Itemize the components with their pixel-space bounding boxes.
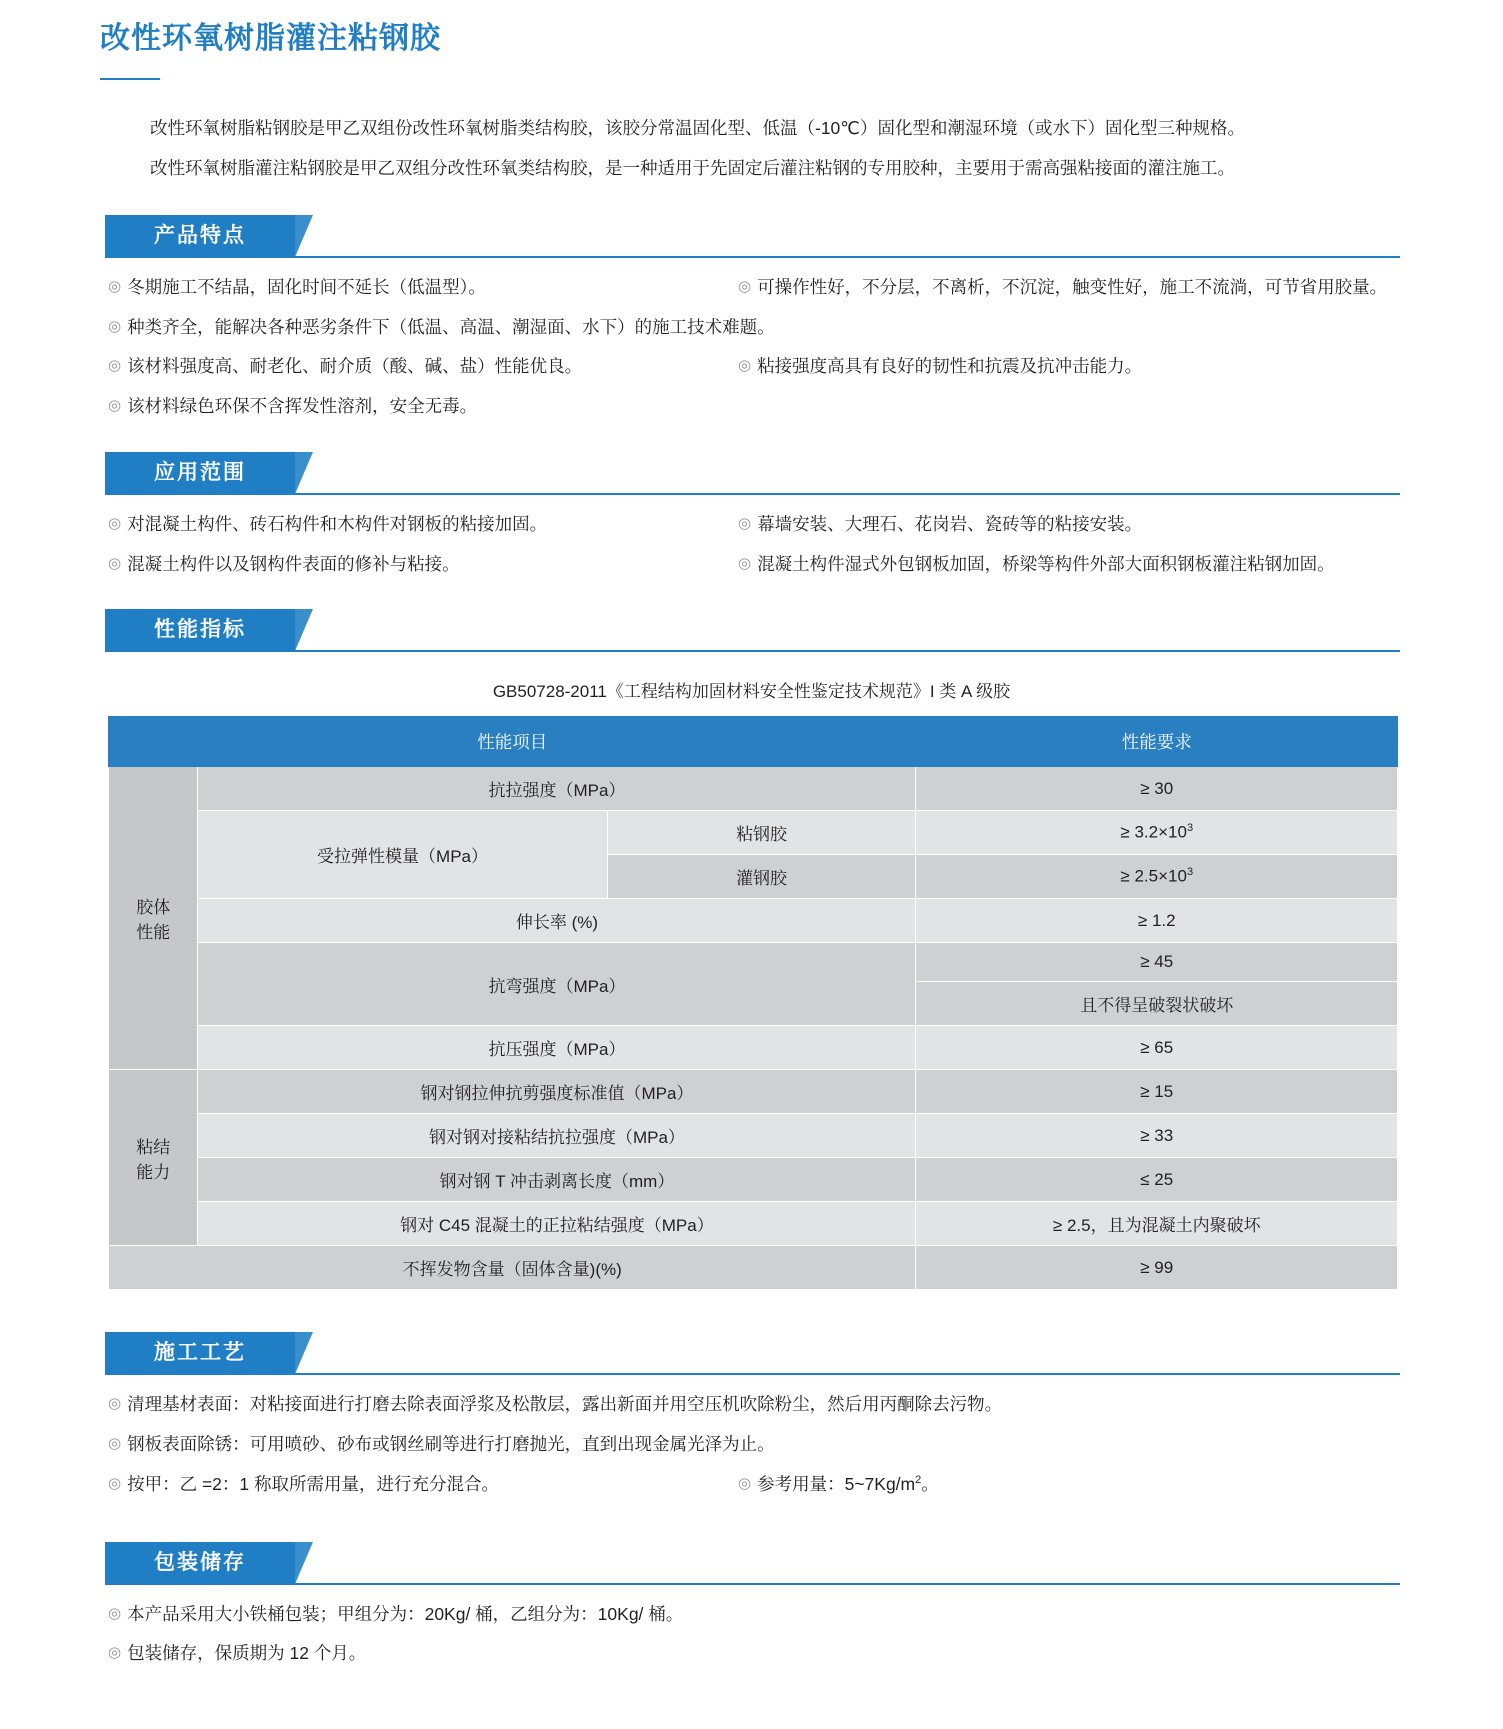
- list-item: [108, 313, 1403, 343]
- section-heading-applications: [105, 452, 1503, 494]
- spec-table-wrap: [0, 716, 1503, 1290]
- list-item-label: 该材料强度高、耐老化、耐介质（酸、碱、盐）性能优良。: [127, 356, 583, 377]
- cell-value: ≥ 30: [916, 767, 1398, 811]
- bullet-icon: ◎: [108, 1435, 122, 1452]
- section-heading-performance: [105, 609, 1503, 651]
- cell-item: 受拉弹性模量（MPa）: [198, 811, 607, 899]
- list-item-label: 幕墙安装、大理石、花岗岩、瓷砖等的粘接安装。: [757, 513, 1143, 534]
- list-item: [738, 352, 1398, 382]
- cell-value: ≥ 33: [916, 1114, 1398, 1158]
- bullet-icon: ◎: [108, 317, 122, 335]
- title-underline: [100, 78, 160, 80]
- list-item: [738, 273, 1398, 303]
- group-label-line2: 性能: [136, 923, 171, 943]
- list-item-label: 混凝土构件湿式外包钢板加固，桥梁等构件外部大面积钢板灌注粘钢加固。: [757, 553, 1335, 574]
- table-header-row: [109, 717, 1398, 767]
- list-item-label: 粘接强度高具有良好的韧性和抗震及抗冲击能力。: [757, 356, 1143, 377]
- bullet-icon: ◎: [108, 1604, 122, 1622]
- list-row: [108, 352, 1403, 382]
- cell-item: 不挥发物含量（固体含量)(%): [109, 1246, 916, 1290]
- section-features: [0, 215, 1503, 422]
- list-item-label: 可操作性好，不分层，不离析，不沉淀，触变性好，施工不流淌，可节省用胶量。: [757, 276, 1388, 297]
- bullet-icon: ◎: [738, 1474, 752, 1492]
- cell-value: ≥ 99: [916, 1246, 1398, 1290]
- section-performance: [0, 609, 1503, 1290]
- section-applications: [0, 452, 1503, 580]
- section-heading-label: 包装储存: [154, 1550, 246, 1574]
- list-item-label: 包装储存，保质期为 12 个月。: [127, 1643, 367, 1664]
- cell-value: ≥ $3.2\times 10^3$: [916, 811, 1398, 855]
- list-item: [108, 392, 1403, 422]
- list-item-label: 清理基材表面：对粘接面进行打磨去除表面浮浆及松散层，露出新面并用空压机吹除粉尘，然后用丙酮除去污物。: [127, 1394, 1003, 1415]
- cell-item: 抗压强度（MPa）: [198, 1026, 916, 1070]
- intro-paragraph-1: 改性环氧树脂粘钢胶是甲乙双组份改性环氧树脂类结构胶，该胶分常温固化型、低温（-10℃）固化型和潮湿环境（或水下）固化型三种规格。: [150, 118, 1245, 138]
- section-heading-label: 产品特点: [154, 223, 246, 247]
- column-header-value: 性能要求: [916, 717, 1398, 767]
- standard-reference: GB50728-2011《工程结构加固材料安全性鉴定技术规范》I 类 A 级胶: [492, 682, 1011, 702]
- list-item: [108, 273, 738, 303]
- list-item-reference-amount: [738, 1470, 1398, 1500]
- cell-item: 钢对钢拉伸抗剪强度标准值（MPa）: [198, 1070, 916, 1114]
- list-item: [108, 1390, 1403, 1420]
- bullet-icon: ◎: [108, 1395, 122, 1413]
- ribbon-tail: [295, 609, 313, 651]
- group-label-bond-capacity: [109, 1070, 198, 1246]
- section-heading-features: [105, 215, 1503, 257]
- table-row: [109, 899, 1398, 943]
- group-label-line1: 胶体: [136, 898, 171, 918]
- table-row: [109, 1070, 1398, 1114]
- cell-item: 伸长率 (%): [198, 899, 916, 943]
- cell-item: 钢对 C45 混凝土的正拉粘结强度（MPa）: [198, 1202, 916, 1246]
- bullet-icon: ◎: [108, 397, 122, 414]
- list-item: [108, 1430, 1403, 1460]
- cell-value: ≥ 15: [916, 1070, 1398, 1114]
- cell-value: ≥ $2.5\times 10^3$: [916, 855, 1398, 899]
- list-item: [108, 1639, 1403, 1669]
- process-list: [0, 1390, 1503, 1499]
- ribbon-tail: [295, 1332, 313, 1374]
- table-row: [109, 1114, 1398, 1158]
- bottom-spacer: [0, 1679, 1503, 1699]
- cell-subitem: 灌钢胶: [607, 855, 916, 899]
- ribbon-rule: [105, 1583, 1400, 1585]
- cell-item: 钢对钢对接粘结抗拉强度（MPa）: [198, 1114, 916, 1158]
- list-item-label: 对混凝土构件、砖石构件和木构件对钢板的粘接加固。: [127, 513, 548, 534]
- section-heading-packaging: [105, 1542, 1503, 1584]
- cell-value: ≥ 2.5，且为混凝土内聚破坏: [916, 1202, 1398, 1246]
- section-packaging: [0, 1542, 1503, 1670]
- section-heading-label: 施工工艺: [154, 1341, 246, 1365]
- cell-item: 抗弯强度（MPa）: [198, 943, 916, 1026]
- table-row: [109, 1202, 1398, 1246]
- table-row: [109, 943, 1398, 982]
- group-label-adhesive-body: [109, 767, 198, 1070]
- list-item-label: 冬期施工不结晶，固化时间不延长（低温型）。: [127, 276, 486, 297]
- list-row: [108, 273, 1403, 303]
- bullet-icon: ◎: [108, 277, 122, 295]
- list-item: [108, 510, 738, 540]
- intro-paragraph-2: 改性环氧树脂灌注粘钢胶是甲乙双组分改性环氧类结构胶，是一种适用于先固定后灌注粘钢的专用胶种，主要用于需高强粘接面的灌注施工。: [150, 158, 1235, 179]
- bullet-icon: ◎: [108, 554, 122, 572]
- section-process: [0, 1332, 1503, 1499]
- bullet-icon: ◎: [108, 1644, 122, 1662]
- list-item-label: 参考用量：$5\sim 7Kg/m^2$。: [757, 1473, 939, 1494]
- cell-value: ≤ 25: [916, 1158, 1398, 1202]
- ribbon-rule: [105, 1373, 1400, 1375]
- table-row: [109, 1246, 1398, 1290]
- bullet-icon: ◎: [108, 357, 122, 375]
- bullet-icon: ◎: [108, 514, 122, 532]
- cell-value: ≥ 45: [916, 943, 1398, 982]
- intro-paragraphs: [0, 112, 1503, 185]
- table-row: [109, 811, 1398, 855]
- cell-subitem: 粘钢胶: [607, 811, 916, 855]
- cell-item: 钢对钢 T 冲击剥离长度（mm）: [198, 1158, 916, 1202]
- features-list: [0, 273, 1503, 422]
- bullet-icon: ◎: [738, 277, 752, 295]
- ribbon-tail: [295, 1542, 313, 1584]
- list-row: [108, 1390, 1403, 1420]
- list-row: [108, 313, 1403, 343]
- list-item: [108, 550, 738, 580]
- cell-value: ≥ 1.2: [916, 899, 1398, 943]
- applications-list: [0, 510, 1503, 580]
- page-title: 改性环氧树脂灌注粘钢胶: [100, 22, 441, 55]
- list-item-label: 按甲：乙 =2：1 称取所需用量，进行充分混合。: [127, 1473, 500, 1494]
- section-heading-process: [105, 1332, 1503, 1374]
- bullet-icon: ◎: [738, 514, 752, 532]
- list-item: [738, 550, 1398, 580]
- list-item-label: 混凝土构件以及钢构件表面的修补与粘接。: [127, 553, 460, 574]
- list-item-label: 该材料绿色环保不含挥发性溶剂，安全无毒。: [127, 396, 478, 416]
- list-row: [108, 392, 1403, 422]
- list-row: [108, 1430, 1403, 1460]
- list-item: [108, 352, 738, 382]
- cell-value: 且不得呈破裂状破坏: [916, 982, 1398, 1026]
- bullet-icon: ◎: [738, 357, 752, 375]
- table-row: [109, 1026, 1398, 1070]
- ribbon-tail: [295, 215, 313, 257]
- column-header-item: 性能项目: [109, 717, 916, 767]
- ribbon-rule: [105, 493, 1400, 495]
- bullet-icon: ◎: [738, 554, 752, 572]
- list-item: [108, 1600, 1403, 1630]
- section-heading-label: 性能指标: [154, 618, 246, 642]
- section-heading-label: 应用范围: [154, 460, 246, 484]
- list-item: [738, 510, 1398, 540]
- cell-item: 抗拉强度（MPa）: [198, 767, 916, 811]
- table-row: [109, 1158, 1398, 1202]
- list-row: [108, 510, 1403, 540]
- table-row: [109, 767, 1398, 811]
- ribbon-rule: [105, 650, 1400, 652]
- list-item-label: 种类齐全，能解决各种恶劣条件下（低温、高温、潮湿面、水下）的施工技术难题。: [127, 316, 775, 337]
- list-item: [108, 1470, 738, 1500]
- packaging-list: [0, 1600, 1503, 1670]
- list-row: [108, 1470, 1403, 1500]
- list-row: [108, 550, 1403, 580]
- list-item-label: 钢板表面除锈：可用喷砂、砂布或钢丝刷等进行打磨抛光，直到出现金属光泽为止。: [127, 1434, 775, 1454]
- ribbon-tail: [295, 452, 313, 494]
- bullet-icon: ◎: [108, 1474, 122, 1492]
- group-label-line2: 能力: [136, 1162, 171, 1182]
- page-title-block: [0, 0, 1503, 80]
- spec-table: [108, 716, 1398, 1290]
- list-row: [108, 1639, 1403, 1669]
- list-item-label: 本产品采用大小铁桶包装；甲组分为：20Kg/ 桶，乙组分为：10Kg/ 桶。: [127, 1603, 684, 1624]
- list-row: [108, 1600, 1403, 1630]
- group-label-line1: 粘结: [136, 1137, 171, 1157]
- cell-value: ≥ 65: [916, 1026, 1398, 1070]
- ribbon-rule: [105, 256, 1400, 258]
